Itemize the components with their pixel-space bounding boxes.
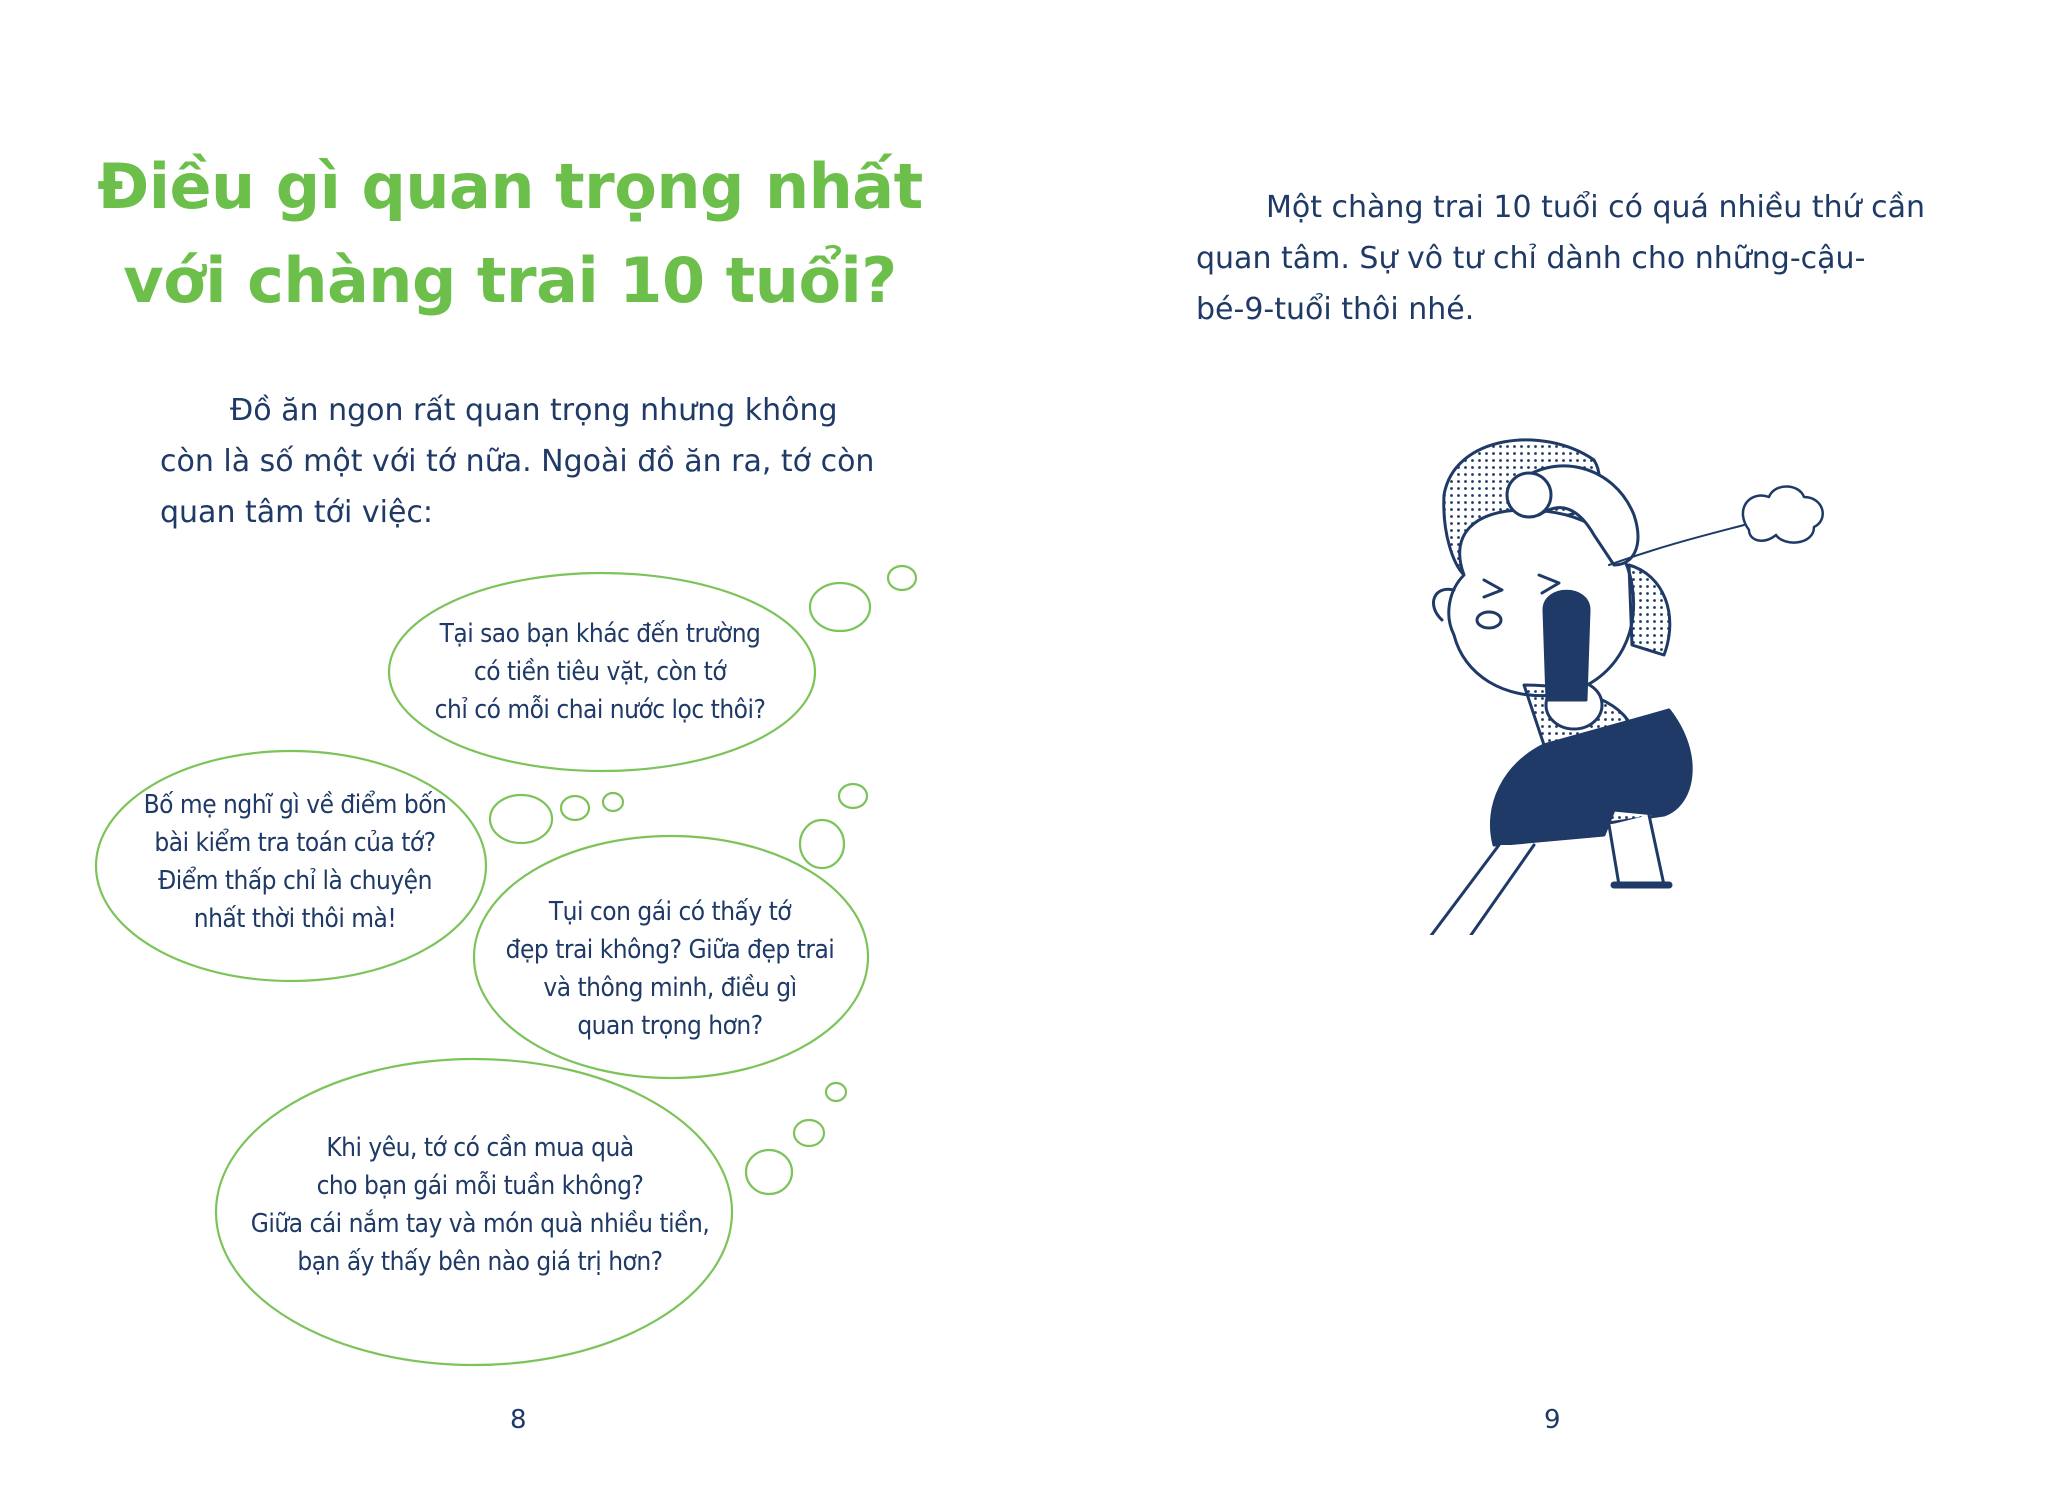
bubble-4-tail-large [746,1150,792,1194]
bubble-4-line: Giữa cái nắm tay và món quà nhiều tiền, [250,1209,710,1239]
bubble-1-text [430,615,770,729]
bubble-1-line: có tiền tiêu vặt, còn tớ [473,657,727,687]
bubble-4-tail-medium [794,1120,824,1146]
bubble-2-line: nhất thời thôi mà! [193,904,397,934]
bubble-4-tail-small [826,1083,846,1101]
bubble-1-tail-large [810,583,870,631]
bubble-3-line: và thông minh, điều gì [543,973,797,1003]
bubble-1-line: chỉ có mỗi chai nước lọc thôi? [434,695,766,725]
bubble-3-text [500,893,840,1045]
right-page [1024,0,2048,1497]
bubble-1-line: Tại sao bạn khác đến trường [439,619,761,649]
right-paragraph: Một chàng trai 10 tuổi có quá nhiều thứ cần quan tâm. Sự vô tư chỉ dành cho những-cậu-bé-9-tuổi thôi nhé. [1196,190,1926,327]
bubble-4-text [250,1129,710,1281]
title-line-2: với chàng trai 10 tuổi? [123,244,897,317]
boy-with-popsicle-illustration [1364,415,1864,935]
popsicle [1544,591,1589,700]
sleeve [1629,565,1670,655]
shorts [1491,710,1691,845]
bubble-4-line: Khi yêu, tớ có cần mua quà [326,1133,634,1163]
cheek [1477,612,1501,628]
bubble-2-line: bài kiểm tra toán của tớ? [154,828,436,858]
title-line-1: Điều gì quan trọng nhất [97,150,923,223]
fist [1507,473,1551,517]
bubble-3-tail-large [800,820,844,868]
bubble-2-line: Điểm thấp chỉ là chuyện [158,866,432,896]
bubble-3-line: đẹp trai không? Giữa đẹp trai [505,935,835,965]
bubble-4-line: cho bạn gái mỗi tuần không? [316,1171,644,1201]
bubble-2-text [115,786,475,938]
bubble-2-tail-large [490,795,552,843]
bubble-3-line: quan trọng hơn? [577,1011,763,1041]
bubble-2-tail-medium [561,796,589,820]
bubble-3-line: Tụi con gái có thấy tớ [548,897,792,927]
page-number-right: 9 [1544,1405,1561,1435]
page-number-left: 8 [510,1405,527,1435]
steam-cloud [1743,487,1823,543]
right-leg [1609,815,1664,885]
bubble-3-tail-small [839,784,867,808]
bubble-4-line: bạn ấy thấy bên nào giá trị hơn? [297,1247,663,1277]
intro-paragraph: Đồ ăn ngon rất quan trọng nhưng không còn là số một với tớ nữa. Ngoài đồ ăn ra, tớ còn quan tâm tới việc: [160,393,875,530]
bubble-1-tail-small [888,566,916,590]
bubble-2-tail-small [603,793,623,811]
bubble-2-line: Bố mẹ nghĩ gì về điểm bốn [143,790,447,820]
left-leg [1424,845,1534,935]
